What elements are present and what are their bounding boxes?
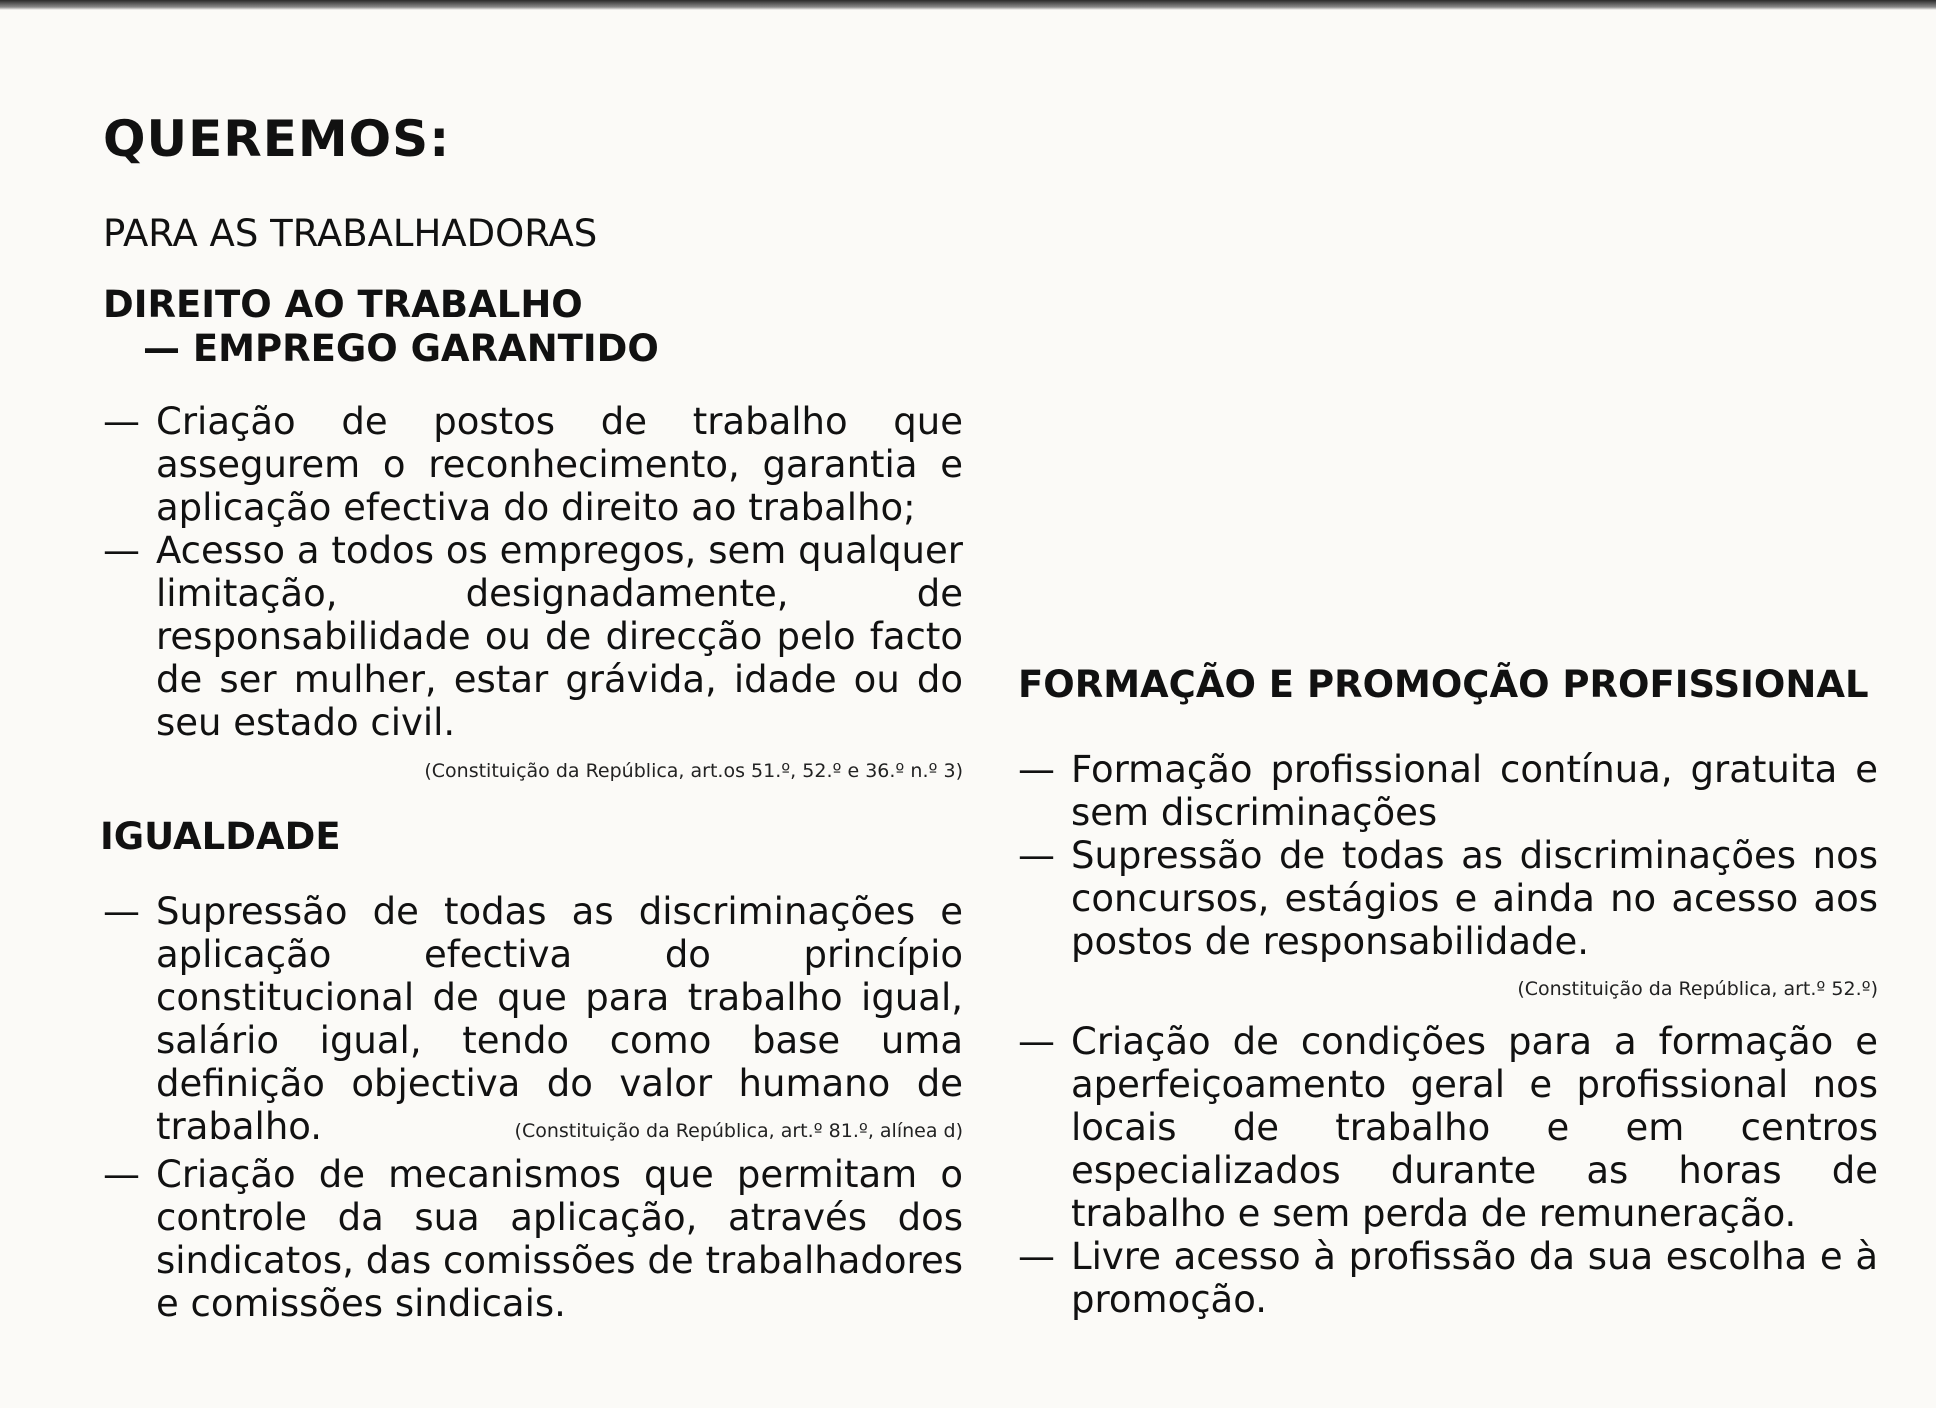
list-item: — Criação de postos de trabalho que assegurem o reconhecimento, garantia e aplicação efectiva do direito ao trabalho;: [103, 400, 963, 529]
list-item: — Formação profissional contínua, gratuita e sem discriminações: [1018, 748, 1878, 834]
list-item: — Supressão de todas as discriminações nos concursos, estágios e ainda no acesso aos postos de responsabilidade.: [1018, 834, 1878, 963]
reference-constitution: (Constituição da República, art.º 52.º): [1517, 978, 1878, 1000]
list-igualdade-b: [103, 1153, 963, 1325]
section-title-line2: — EMPREGO GARANTIDO: [143, 327, 659, 370]
list-item: — Criação de mecanismos que permitam o controle da sua aplicação, através dos sindicatos, das comissões de trabalhadores e comissões sindicais.: [103, 1153, 963, 1325]
list-item: — Criação de condições para a formação e aperfeiçoamento geral e profissional nos locais de trabalho e em centros especializados durante as horas de trabalho e sem perda de remuneração.: [1018, 1020, 1878, 1235]
reference-constitution: (Constituição da República, art.º 81.º, alínea d): [514, 1120, 963, 1142]
list-item: — Acesso a todos os empregos, sem qualquer limitação, designadamente, de responsabilidade ou de direcção pelo facto de ser mulher, estar grávida, idade ou do seu estado civil.: [103, 529, 963, 744]
list-item: — Livre acesso à profissão da sua escolha e à promoção.: [1018, 1235, 1878, 1321]
section-title-line1: DIREITO AO TRABALHO: [103, 283, 583, 326]
page-subtitle: PARA AS TRABALHADORAS: [103, 212, 598, 255]
list-formacao-b: [1018, 1020, 1878, 1321]
reference-constitution: (Constituição da República, art.os 51.º, 52.º e 36.º n.º 3): [424, 760, 963, 782]
list-igualdade-a: [103, 890, 963, 1148]
list-item: — Supressão de todas as discriminações e aplicação efectiva do princípio constitucional de que para trabalho igual, salário igual, tendo como base uma definição objectiva do valor humano de trabalho.: [103, 890, 963, 1148]
list-direito-ao-trabalho: [103, 400, 963, 744]
section-title-formacao: FORMAÇÃO E PROMOÇÃO PROFISSIONAL: [1018, 663, 1869, 706]
list-formacao-a: [1018, 748, 1878, 963]
page-title: QUEREMOS:: [103, 110, 451, 168]
section-title-igualdade: IGUALDADE: [100, 815, 341, 858]
section-title-direito-ao-trabalho: [103, 283, 659, 371]
